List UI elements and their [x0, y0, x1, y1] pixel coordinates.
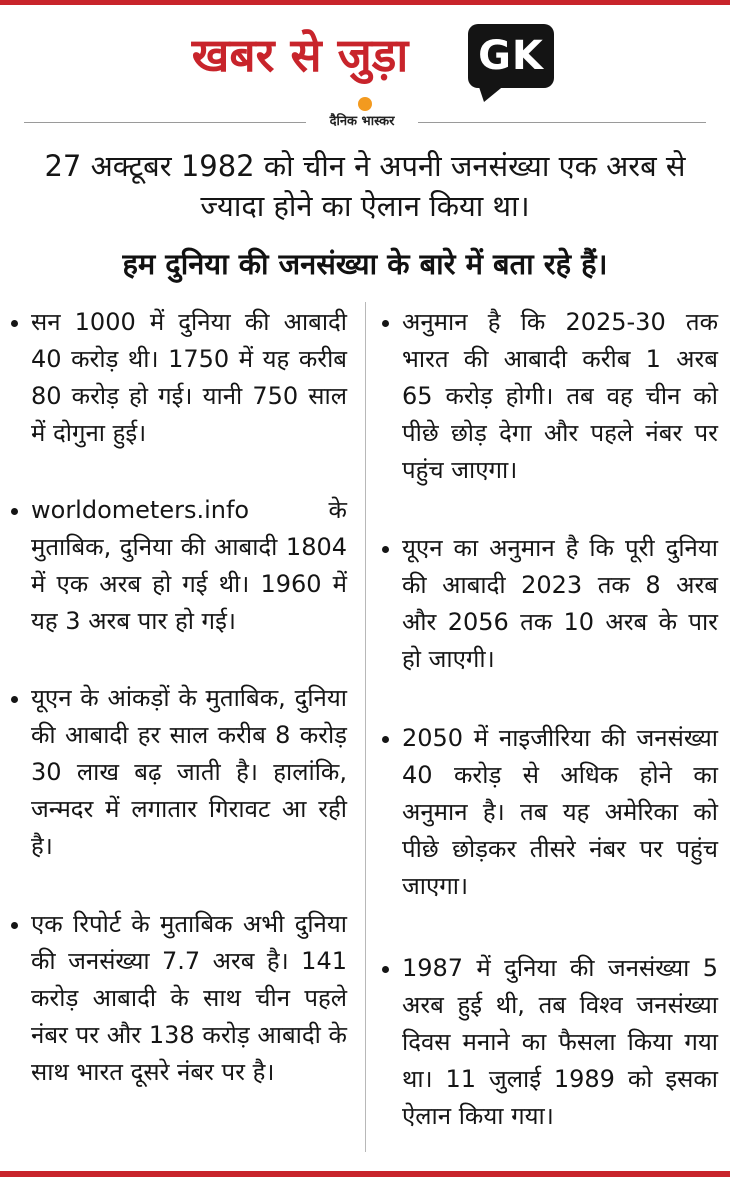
- fact-item: [402, 530, 718, 678]
- fact-item: [31, 304, 347, 452]
- fact-text: 2050 में नाइजीरिया की जनसंख्या 40 करोड़ से अधिक होने का अनुमान है। तब यह अमेरिका को पीछे छोड़कर तीसरे नंबर पर पहुंच जाएगा।: [402, 724, 718, 900]
- gk-speech-bubble-badge: [468, 24, 556, 106]
- fact-item: [31, 492, 347, 640]
- speech-bubble-tail-icon: [478, 84, 508, 104]
- fact-item: [31, 906, 347, 1091]
- fact-text: सन 1000 में दुनिया की आबादी 40 करोड़ थी। 1750 में यह करीब 80 करोड़ हो गई। यानी 750 साल में दोगुना हुई।: [31, 308, 347, 447]
- top-accent-bar: [0, 0, 730, 5]
- fact-text: 1987 में दुनिया की जनसंख्या 5 अरब हुई थी, तब विश्व जनसंख्या दिवस मनाने का फैसला किया गया था। 11 जुलाई 1989 को इसका ऐलान किया गया।: [402, 954, 718, 1130]
- bullet-icon: [11, 696, 18, 703]
- gk-badge-label: GK: [468, 24, 554, 88]
- fact-text: यूएन के आंकड़ों के मुताबिक, दुनिया की आबादी हर साल करीब 8 करोड़ 30 लाख बढ़ जाती है। हालांकि, जन्मदर में लगातार गिरावट आ रही है।: [31, 684, 347, 860]
- bullet-icon: [382, 966, 389, 973]
- brand-divider-left: [24, 122, 306, 123]
- bottom-accent-bar: [0, 1171, 730, 1177]
- bullet-icon: [382, 736, 389, 743]
- brand-divider-right: [418, 122, 706, 123]
- fact-text: अनुमान है कि 2025-30 तक भारत की आबादी करीब 1 अरब 65 करोड़ होगी। तब वह चीन को पीछे छोड़ देगा और पहले नंबर पर पहुंच जाएगा।: [402, 308, 718, 484]
- fact-text: worldometers.info के मुताबिक, दुनिया की आबादी 1804 में एक अरब हो गई थी। 1960 में यह 3 अरब पार हो गई।: [31, 496, 347, 635]
- header-title: खबर से जुड़ा: [191, 28, 409, 82]
- fact-text: एक रिपोर्ट के मुताबिक अभी दुनिया की जनसंख्या 7.7 अरब है। 141 करोड़ आबादी के साथ चीन पहले नंबर पर और 138 करोड़ आबादी के साथ भारत दूसरे नंबर पर है।: [31, 910, 347, 1086]
- column-divider: [365, 302, 366, 1152]
- fact-text: यूएन का अनुमान है कि पूरी दुनिया की आबादी 2023 तक 8 अरब और 2056 तक 10 अरब के पार हो जाएगी।: [402, 534, 718, 673]
- fact-item: [402, 950, 718, 1135]
- fact-item: [402, 720, 718, 905]
- bullet-icon: [11, 508, 18, 515]
- fact-item: [31, 680, 347, 865]
- bullet-icon: [382, 546, 389, 553]
- intro-subheading: हम दुनिया की जनसंख्या के बारे में बता रहे हैं।: [122, 247, 608, 281]
- intro-text: 27 अक्टूबर 1982 को चीन ने अपनी जनसंख्या एक अरब से ज्यादा होने का ऐलान किया था।: [44, 149, 686, 223]
- bullet-icon: [382, 320, 389, 327]
- fact-item: [402, 304, 718, 489]
- brand-logo-text: दैनिक भास्कर: [329, 114, 395, 129]
- brand-logo-dot-icon: [358, 97, 372, 111]
- bullet-icon: [11, 922, 18, 929]
- bullet-icon: [11, 320, 18, 327]
